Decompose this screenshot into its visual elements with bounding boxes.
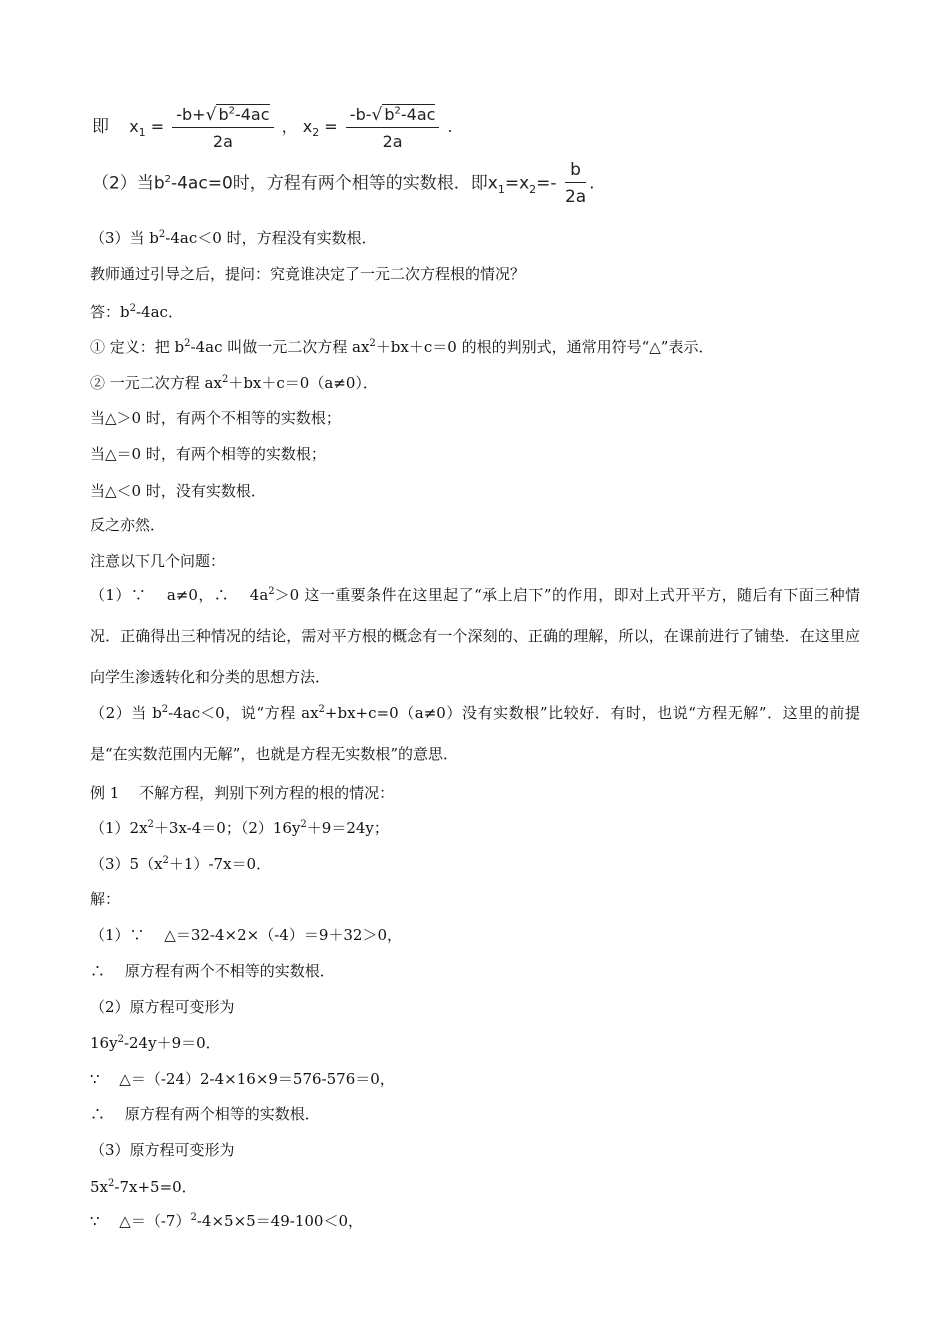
root1-fraction — [172, 104, 273, 151]
text-line-converse: 反之亦然． — [90, 516, 166, 534]
text-line-sol1-conclusion: ∴ 原方程有两个不相等的实数根． — [90, 962, 335, 980]
formula-period: . — [447, 117, 453, 136]
text-line-question: 教师通过引导之后，提问：究竟谁决定了一元二次方程根的情况？ — [90, 265, 526, 283]
equals-sign-2: = — [324, 117, 338, 136]
text-line-sol2-delta: ∵ △＝（-24）2-4×16×9＝576-576＝0， — [90, 1070, 395, 1088]
text-line-equation: ② 一元二次方程 $ax^2+bx+c=0(a\ne 0)$． — [90, 374, 378, 392]
text-line-sol3-delta: ∵ $\triangle=(-7)^2-4\times 5\times 5=49-100<0$， — [90, 1212, 364, 1230]
text-line-sol3: （3）原方程可变形为 — [90, 1141, 235, 1159]
text-line-answer: 答：$b^2-4ac$． — [90, 303, 183, 321]
x1-symbol: $x_1$ — [129, 117, 146, 140]
paragraph-note-2: （2）当 $b^2-4ac<0$，说“方程 $ax^2+bx+c=0(a\ne 0)$没有实数根”比较好．有时，也说“方程无解”．这里的前提是“在实数范围内无解”，也就是方程无实数根”的意思． — [90, 704, 860, 763]
equal-roots-formula: （2）当$b^2-4ac=0$时，方程有两个相等的实数根．即$x_1=x_2=-$ $\frac{b}{2a}$ . — [92, 160, 595, 207]
text-line-sol1: （1）∵ △＝32-4×2×（-4）＝9＋32＞0， — [90, 926, 403, 944]
text-line-example-eq3: $(3)5(x^2+1)-7x=0$． — [90, 855, 272, 873]
x2-symbol: $x_2$ — [302, 117, 320, 140]
text-line-example-1: 例 1 不解方程，判别下列方程的根的情况： — [90, 784, 395, 802]
text-line-no-roots: （3）当 $b^2-4ac<0$ 时，方程没有实数根． — [90, 229, 377, 247]
text-line-sol2-conclusion: ∴ 原方程有两个相等的实数根． — [90, 1105, 320, 1123]
root1-numerator: -b+√ $b^2-4ac$ — [172, 104, 273, 128]
text-line-sol3-eq: $5x^2-7x+5=0$． — [90, 1178, 197, 1196]
paragraph-note-1: （1）∵ a≠0，∴ $4a^2>0$ 这一重要条件在这里起了“承上启下”的作用，即对上式开平方，随后有下面三种情况．正确得出三种情况的结论，需对平方根的概念有一个深刻的、正确的理解，所以，在课前进行了铺垫．在这里应向学生渗透转化和分类的思想方法． — [90, 586, 861, 686]
text-line-notes-heading: 注意以下几个问题： — [90, 552, 226, 570]
text-line-sol2: （2）原方程可变形为 — [90, 998, 235, 1016]
text-line-case-zero: 当△＝0 时，有两个相等的实数根； — [90, 445, 326, 463]
text-line-case-negative: 当△＜0 时，没有实数根． — [90, 482, 266, 500]
root2-fraction — [346, 104, 440, 151]
equal-root-fraction: $\frac{b}{2a}$ — [564, 160, 587, 207]
formula-ji: 即 — [92, 117, 109, 137]
text-line-definition: ① 定义：把 $b^2-4ac$ 叫做一元二次方程 $ax^2+bx+c=0$ 的根的判别式，通常用符号“△”表示． — [90, 338, 714, 356]
text-line-solution: 解： — [90, 890, 121, 908]
root2-numerator: -b-√ $b^2-4ac$ — [346, 104, 440, 128]
root2-denominator: 2a — [382, 132, 403, 151]
root1-denominator: 2a — [212, 132, 233, 151]
equals-sign: = — [150, 117, 165, 136]
text-line-sol2-eq: $16y^2-24y+9=0$． — [90, 1034, 221, 1052]
quadratic-formula — [92, 104, 453, 151]
formula-comma: ， — [281, 117, 298, 136]
text-line-example-eqs: $(1)2x^2+3x-4=0$；$(2)16y^2+9=24y$； — [90, 819, 389, 837]
text-line-case-positive: 当△＞0 时，有两个不相等的实数根； — [90, 409, 341, 427]
